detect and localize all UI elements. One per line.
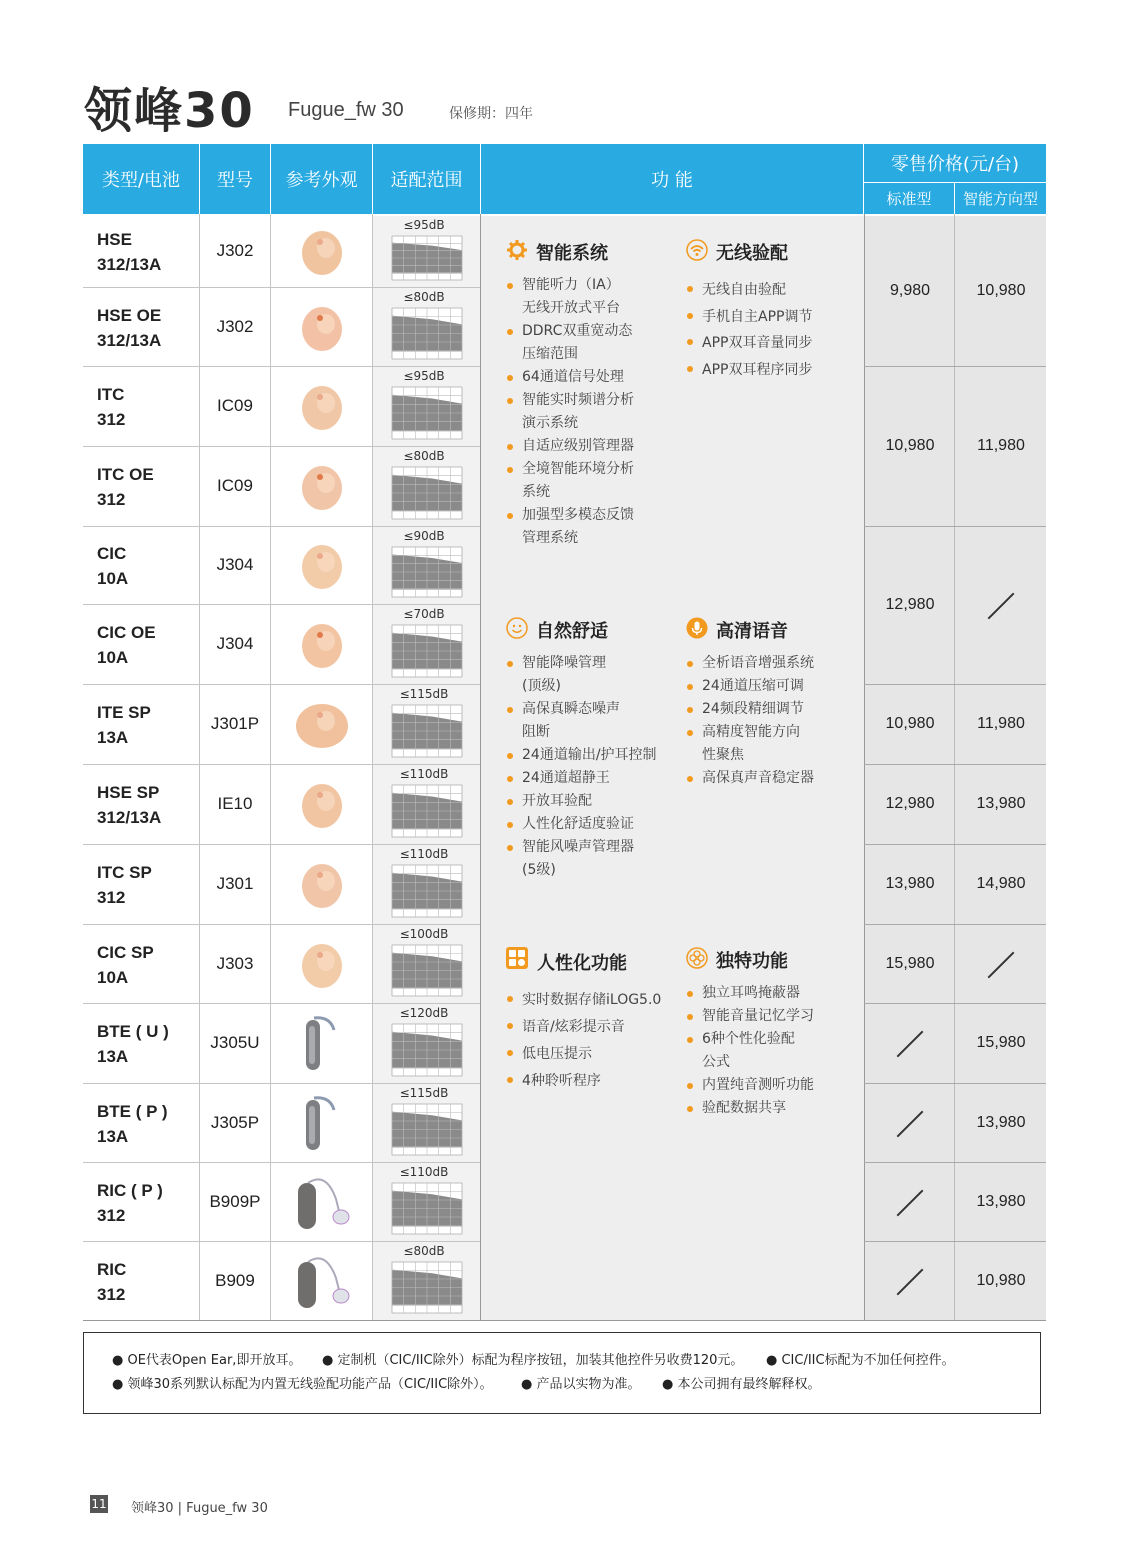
feature-item: (顶级) <box>522 678 561 694</box>
feature-item: 演示系统 <box>522 415 578 431</box>
feature-item: 智能实时频谱分析 <box>504 389 674 412</box>
feature-item: 阻断 <box>522 724 550 740</box>
row-type <box>97 940 154 990</box>
feature-item: 自适应级别管理器 <box>504 435 674 458</box>
row-divider <box>83 844 480 845</box>
page-number: 11 <box>91 1497 107 1511</box>
smile-icon <box>506 617 528 639</box>
feature-item: 高保真声音稳定器 <box>684 767 854 790</box>
row-type-name: HSE OE <box>97 305 162 325</box>
fitting-range-label: ≤110dB <box>399 847 449 861</box>
row-type <box>97 700 151 750</box>
feature-item: 24通道输出/护耳控制 <box>504 744 684 767</box>
wireless-list <box>684 277 854 383</box>
page-title: 领峰30 <box>84 83 255 139</box>
unique-list <box>684 982 854 1120</box>
feature-item: 性聚焦 <box>702 747 744 763</box>
feature-item: 智能降噪管理 <box>504 652 684 675</box>
feature-item: 24通道压缩可调 <box>684 675 854 698</box>
header-range: 适配范围 <box>373 144 480 214</box>
feature-item: 全析语音增强系统 <box>684 652 854 675</box>
row-model: J303 <box>216 953 254 973</box>
price-divider <box>864 1083 1046 1084</box>
custom-hearing-aid-image <box>286 296 356 360</box>
row-battery: 312/13A <box>97 255 162 274</box>
row-type <box>97 462 154 512</box>
price-smart: 10,980 <box>976 1271 1026 1289</box>
fitting-range-label: ≤100dB <box>399 927 449 941</box>
row-type-name: HSE SP <box>97 783 160 802</box>
row-type <box>97 780 161 830</box>
price-standard: 9,980 <box>889 281 931 299</box>
feature-item: (5级) <box>522 862 556 878</box>
feature-item: APP双耳程序同步 <box>684 357 854 384</box>
row-type-name: ITC SP <box>97 863 152 882</box>
fitting-range-label: ≤80dB <box>403 449 445 463</box>
price-divider <box>864 764 1046 765</box>
note-1: ● OE代表Open Ear,即开放耳。 <box>112 1353 302 1368</box>
row-divider <box>83 1083 480 1084</box>
row-type-name: ITC <box>97 385 125 404</box>
row-model: IC09 <box>217 396 253 415</box>
header-functions: 功 能 <box>481 144 863 214</box>
row-model: IE10 <box>217 794 253 813</box>
row-type-name: BTE ( P ) <box>97 1101 168 1121</box>
row-battery: 312/13A <box>97 808 162 827</box>
row-divider <box>83 1162 480 1163</box>
feature-item: 6种个性化验配 <box>684 1028 854 1051</box>
row-model: J302 <box>216 241 254 260</box>
feature-item: 内置纯音测听功能 <box>684 1074 854 1097</box>
feature-item: 开放耳验配 <box>504 790 684 813</box>
row-type-name: CIC <box>97 544 127 563</box>
feature-item: 高精度智能方向 <box>684 721 854 744</box>
fitting-range-label: ≤80dB <box>403 1244 445 1258</box>
price-smart: 14,980 <box>976 875 1026 892</box>
footer-text: 领峰30 | Fugue_fw 30 <box>131 1501 268 1516</box>
price-smart: 15,980 <box>976 1034 1026 1051</box>
fitting-range-label: ≤110dB <box>399 767 449 781</box>
feature-item: 智能听力（IA） <box>504 274 674 297</box>
custom-hearing-aid-image <box>286 375 356 439</box>
feature-item: 压缩范围 <box>522 346 578 362</box>
feature-item: 验配数据共享 <box>684 1097 854 1120</box>
gear-icon <box>506 239 528 261</box>
row-type-name: HSE <box>97 230 132 249</box>
row-type <box>97 541 128 591</box>
custom-hearing-aid-image <box>286 220 356 284</box>
row-battery: 312/13A <box>97 330 162 350</box>
feature-item: 24通道超静王 <box>504 767 684 790</box>
note-4: ● 领峰30系列默认标配为内置无线验配功能产品（CIC/IIC除外）。 <box>112 1377 493 1392</box>
feature-item: 系统 <box>522 484 550 500</box>
custom-hearing-aid-image <box>286 613 356 677</box>
fitting-range-label: ≤120dB <box>399 1006 449 1020</box>
price-smart: 10,980 <box>976 281 1026 299</box>
warranty-text: 保修期：四年 <box>449 106 533 122</box>
note-3: ● CIC/IIC标配为不加任何控件。 <box>766 1353 955 1368</box>
row-divider <box>83 684 480 685</box>
row-battery: 10A <box>97 569 129 588</box>
header-price: 零售价格(元/台) <box>864 144 1046 182</box>
fitting-range-label: ≤110dB <box>399 1165 449 1179</box>
grid-icon <box>506 947 528 969</box>
custom-hearing-aid-image <box>286 455 356 519</box>
wifi-icon <box>686 239 708 261</box>
row-model: J305P <box>210 1112 260 1132</box>
row-divider <box>83 764 480 765</box>
row-model: J301P <box>210 714 260 733</box>
row-model: J304 <box>216 555 254 574</box>
row-type-name: RIC ( P ) <box>97 1180 163 1200</box>
price-standard: 12,980 <box>885 795 935 812</box>
fitting-range-label: ≤80dB <box>403 290 445 304</box>
price-divider <box>864 844 1046 845</box>
notes-box <box>83 1332 1041 1414</box>
row-battery: 312 <box>97 490 126 509</box>
speech-list <box>684 652 854 790</box>
feature-item: 全境智能环境分析 <box>504 458 674 481</box>
custom-hearing-aid-image <box>286 933 356 997</box>
row-type <box>97 860 152 910</box>
fitting-range-label: ≤115dB <box>399 1086 449 1100</box>
feature-item: 公式 <box>702 1054 730 1070</box>
microphone-icon <box>686 617 708 639</box>
fitting-range-label: ≤70dB <box>403 607 445 621</box>
feature-item: 独立耳鸣掩蔽器 <box>684 982 854 1005</box>
price-divider <box>864 1003 1046 1004</box>
price-smart: 11,980 <box>977 437 1025 454</box>
feature-item: 语音/炫彩提示音 <box>504 1014 684 1041</box>
feature-item: 无线自由验配 <box>684 277 854 304</box>
price-standard: 15,980 <box>885 954 935 972</box>
price-divider <box>864 526 1046 527</box>
bte-hearing-aid-image <box>286 1012 356 1076</box>
row-battery: 312 <box>97 410 126 429</box>
flower-icon <box>686 947 708 969</box>
row-model: B909P <box>209 1191 261 1211</box>
price-smart: 13,980 <box>976 1113 1026 1131</box>
fitting-range-label: ≤115dB <box>399 687 449 701</box>
row-battery: 312 <box>97 1284 126 1304</box>
feature-item: 管理系统 <box>522 530 578 546</box>
smart-system-list <box>504 274 674 550</box>
row-model: J302 <box>216 316 254 336</box>
ric-hearing-aid-image <box>286 1250 356 1314</box>
custom-hearing-aid-image <box>286 773 356 837</box>
row-battery: 13A <box>97 728 129 747</box>
feature-item: 智能风噪声管理器 <box>504 836 684 859</box>
row-battery: 13A <box>97 1047 129 1066</box>
header-appearance: 参考外观 <box>271 144 372 214</box>
feature-item: 实时数据存储iLOG5.0 <box>504 987 684 1014</box>
note-5: ● 产品以实物为准。 <box>521 1377 641 1392</box>
row-battery: 13A <box>97 1126 129 1146</box>
row-type <box>97 227 161 277</box>
feature-item: 无线开放式平台 <box>522 300 620 316</box>
row-type-name: BTE ( U ) <box>97 1022 169 1041</box>
price-divider <box>864 1162 1046 1163</box>
row-type <box>97 1178 163 1228</box>
section-title-human: 人性化功能 <box>537 953 627 974</box>
row-divider <box>83 526 480 527</box>
row-battery: 10A <box>97 967 129 987</box>
row-battery: 312 <box>97 888 126 907</box>
feature-item: 低电压提示 <box>504 1041 684 1068</box>
section-title-smart-system: 智能系统 <box>536 243 608 264</box>
ric-hearing-aid-image <box>286 1171 356 1235</box>
feature-item: 64通道信号处理 <box>504 366 674 389</box>
price-standard: 12,980 <box>885 596 935 613</box>
row-type <box>97 1019 169 1069</box>
price-panel <box>864 216 1046 1321</box>
row-model: J305U <box>210 1033 260 1052</box>
row-divider <box>83 604 480 605</box>
note-6: ● 本公司拥有最终解释权。 <box>662 1377 821 1392</box>
fitting-range-label: ≤95dB <box>403 369 445 383</box>
price-smart: 13,980 <box>976 1192 1026 1210</box>
feature-item: DDRC双重宽动态 <box>504 320 674 343</box>
price-standard: 13,980 <box>885 875 935 892</box>
feature-item: 4种聆听程序 <box>504 1068 684 1095</box>
price-standard: 10,980 <box>885 715 935 732</box>
row-divider <box>83 366 480 367</box>
row-model: J304 <box>216 634 254 653</box>
row-type-name: RIC <box>97 1259 127 1279</box>
feature-item: 高保真瞬态噪声 <box>504 698 684 721</box>
human-list <box>504 987 684 1095</box>
feature-item: 智能音量记忆学习 <box>684 1005 854 1028</box>
price-divider <box>864 684 1046 685</box>
row-divider <box>83 1241 480 1242</box>
note-2: ● 定制机（CIC/IIC除外）标配为程序按钮，加装其他控件另收费120元。 <box>322 1353 744 1368</box>
feature-item: 人性化舒适度验证 <box>504 813 684 836</box>
feature-item: APP双耳音量同步 <box>684 330 854 357</box>
section-title-speech: 高清语音 <box>716 621 788 642</box>
custom-hearing-aid-image <box>286 693 356 757</box>
header-standard: 标准型 <box>864 183 954 214</box>
feature-item: 24频段精细调节 <box>684 698 854 721</box>
row-model: B909 <box>215 1270 255 1290</box>
header-model: 型号 <box>200 144 270 214</box>
row-type <box>97 382 125 432</box>
price-divider <box>864 1241 1046 1242</box>
section-title-comfort: 自然舒适 <box>536 621 608 642</box>
row-battery: 10A <box>97 648 129 667</box>
row-model: J301 <box>216 874 254 893</box>
header-smart: 智能方向型 <box>955 183 1046 214</box>
row-divider <box>83 446 480 447</box>
feature-item: 加强型多模态反馈 <box>504 504 674 527</box>
row-type-name: CIC SP <box>97 942 154 962</box>
row-type-name: CIC OE <box>97 623 156 642</box>
fitting-range-label: ≤95dB <box>403 218 445 232</box>
price-divider <box>864 366 1046 367</box>
custom-hearing-aid-image <box>286 853 356 917</box>
row-divider <box>83 1003 480 1004</box>
price-standard: 10,980 <box>885 437 935 454</box>
price-smart: 11,980 <box>977 715 1025 732</box>
fitting-range-label: ≤90dB <box>403 529 445 543</box>
row-type <box>97 1099 168 1149</box>
row-divider <box>83 287 480 288</box>
row-type-name: ITC OE <box>97 465 154 484</box>
price-divider <box>864 924 1046 925</box>
row-model: IC09 <box>217 476 253 495</box>
row-battery: 312 <box>97 1205 126 1225</box>
section-title-wireless: 无线验配 <box>716 243 788 264</box>
row-type-name: ITE SP <box>97 703 151 722</box>
row-type <box>97 303 161 353</box>
product-code: Fugue_fw 30 <box>288 99 404 121</box>
header-notch <box>83 199 98 214</box>
header-type: 类型/电池 <box>83 144 199 214</box>
row-type <box>97 620 156 670</box>
comfort-list <box>504 652 684 882</box>
bte-hearing-aid-image <box>286 1092 356 1156</box>
feature-item: 手机自主APP调节 <box>684 304 854 331</box>
row-divider <box>83 924 480 925</box>
custom-hearing-aid-image <box>286 534 356 598</box>
section-title-unique: 独特功能 <box>716 951 788 972</box>
row-type <box>97 1257 126 1307</box>
price-smart: 13,980 <box>976 795 1026 812</box>
